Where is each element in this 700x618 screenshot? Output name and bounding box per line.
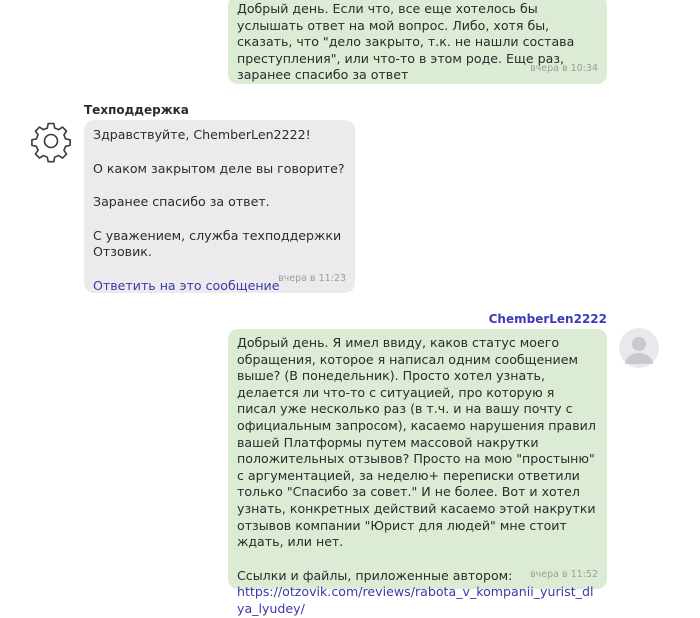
message-timestamp: вчера в 11:23: [278, 273, 346, 285]
message-question: О каком закрытом деле вы говорите?: [93, 160, 345, 176]
attachment-link[interactable]: https://otzovik.com/reviews/rabota_v_kompanii_yurist_dlya_lyudey/: [237, 584, 594, 616]
message-greeting: Здравствуйте, ChemberLen2222!: [93, 127, 311, 142]
gear-icon: [31, 121, 71, 161]
message-signature: С уважением, служба техподдержки Отзовик.: [93, 227, 342, 260]
message-bubble-user-2: [228, 329, 607, 616]
sender-name-support: Техподдержка: [84, 103, 189, 117]
sender-name-user[interactable]: ChemberLen2222: [488, 312, 607, 326]
message-timestamp: вчера в 11:52: [530, 569, 598, 580]
message-bubble-support: [84, 120, 355, 293]
user-avatar-icon[interactable]: [619, 328, 659, 368]
message-thanks: Заранее спасибо за ответ.: [93, 194, 270, 210]
message-text: Добрый день. Я имел ввиду, каков статус моего обращения, которое я написал одним сообщением выше? (В понедельник). Просто хотел узнать, делается ли что-то с ситуацией, про которую я писал уже несколько раз (в т.ч. и на вашу почту с официальным запросом), касаемо нарушения правил вашей Платформы путем массовой накрутки положительных отзывов? Просто на мою "простыню" с аргументацией, за неделю+ переписки ответили только "Спасибо за совет." И не более. Вот и хотел узнать, конкретных действий касаемо этой накрутки отзывов компании "Юрист для людей" мне стоит ждать, или нет.: [237, 335, 596, 550]
reply-to-message-link[interactable]: Ответить на это сообщение: [93, 277, 280, 293]
message-timestamp: вчера в 10:34: [530, 63, 598, 75]
message-bubble-user-1: [228, 0, 607, 84]
message-text: Добрый день. Если что, все еще хотелось бы услышать ответ на мой вопрос. Либо, хотя бы, сказать, что "дело закрыто, т.к. не нашли состава преступления", или что-то в этом роде. Еще раз, заранее спасибо за ответ: [237, 1, 575, 83]
attachments-label: Ссылки и файлы, приложенные автором:: [237, 567, 513, 583]
